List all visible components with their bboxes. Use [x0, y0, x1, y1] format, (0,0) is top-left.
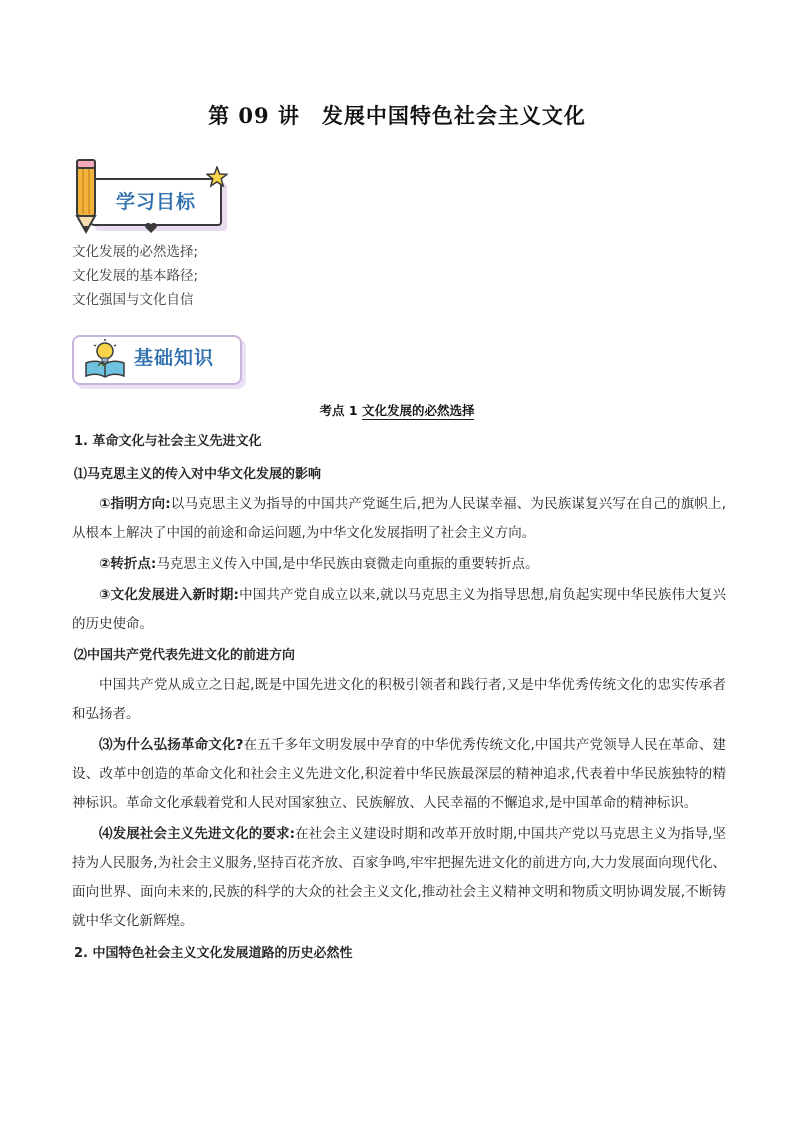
heading-historical-necessity: 2. 中国特色社会主义文化发展道路的历史必然性	[74, 946, 353, 961]
paragraph-text: 中国共产党从成立之日起,既是中国先进文化的积极引领者和践行者,又是中华优秀传统文化的忠实传承者和弘扬者。	[72, 677, 726, 722]
topic-number: 考点 1	[319, 403, 358, 418]
paragraph-requirements	[72, 820, 726, 936]
learning-goal-item: 文化发展的必然选择;	[72, 244, 199, 260]
paragraph-label: ①指明方向:	[99, 496, 171, 512]
paragraph-why-revolutionary-culture	[72, 731, 726, 818]
paragraph-new-era	[72, 581, 726, 639]
paragraph-label: ②转折点:	[99, 556, 157, 572]
paragraph-party	[72, 671, 726, 729]
pencil-icon	[70, 156, 104, 236]
basic-knowledge-badge-label: 基础知识	[134, 347, 215, 369]
topic-heading	[0, 401, 794, 419]
learning-goals-list	[72, 240, 198, 312]
paragraph-text: 中国共产党自成立以来,就以马克思主义为指导思想,肩负起实现中华民族伟大复兴的历史使命。	[72, 587, 726, 632]
paragraph-label: ③文化发展进入新时期:	[99, 587, 239, 603]
topic-title: 文化发展的必然选择	[361, 403, 475, 418]
learning-goal-item: 文化强国与文化自信	[72, 292, 194, 308]
basic-knowledge-badge	[72, 335, 244, 387]
learning-goals-badge	[68, 152, 234, 240]
learning-goals-badge-label: 学习目标	[115, 191, 196, 213]
main-content	[72, 428, 726, 968]
heart-icon	[144, 222, 158, 234]
paragraph-direction	[72, 490, 726, 548]
lesson-title: 发展中国特色社会主义文化	[321, 103, 586, 128]
subheading-party-advanced-culture: ⑵中国共产党代表先进文化的前进方向	[74, 648, 296, 663]
subheading-marxism-influence: ⑴马克思主义的传入对中华文化发展的影响	[74, 467, 322, 482]
page-title	[0, 100, 794, 130]
paragraph-text: 以马克思主义为指导的中国共产党诞生后,把为人民谋幸福、为民族谋复兴写在自己的旗帜上,从根本上解决了中国的前途和命运问题,为中华文化发展指明了社会主义方向。	[72, 496, 726, 541]
star-icon	[206, 166, 228, 188]
heading-revolutionary-culture: 1. 革命文化与社会主义先进文化	[74, 434, 262, 449]
paragraph-label: ⑷发展社会主义先进文化的要求:	[99, 826, 296, 842]
lesson-number: 第 09 讲	[208, 103, 300, 128]
paragraph-text: 马克思主义传入中国,是中华民族由衰微走向重振的重要转折点。	[156, 556, 539, 572]
book-lightbulb-icon	[82, 339, 128, 379]
learning-goal-item: 文化发展的基本路径;	[72, 268, 199, 284]
paragraph-turning-point	[72, 550, 726, 579]
learning-goals-badge-box	[90, 178, 222, 226]
paragraph-label: ⑶为什么弘扬革命文化?	[99, 737, 244, 753]
paragraph-text: 在社会主义建设时期和改革开放时期,中国共产党以马克思主义为指导,坚持为人民服务,为社会主义服务,坚持百花齐放、百家争鸣,牢牢把握先进文化的前进方向,大力发展面向现代化、面向世界、面向未来的,民族的科学的大众的社会主义文化,推动社会主义精神文明和物质文明协调发展,不断铸就中华文化新辉煌。	[72, 826, 726, 929]
paragraph-text: 在五千多年文明发展中孕育的中华优秀传统文化,中国共产党领导人民在革命、建设、改革中创造的革命文化和社会主义先进文化,积淀着中华民族最深层的精神追求,代表着中华民族独特的精神标识。革命文化承载着党和人民对国家独立、民族解放、人民幸福的不懈追求,是中国革命的精神标识。	[72, 737, 726, 811]
